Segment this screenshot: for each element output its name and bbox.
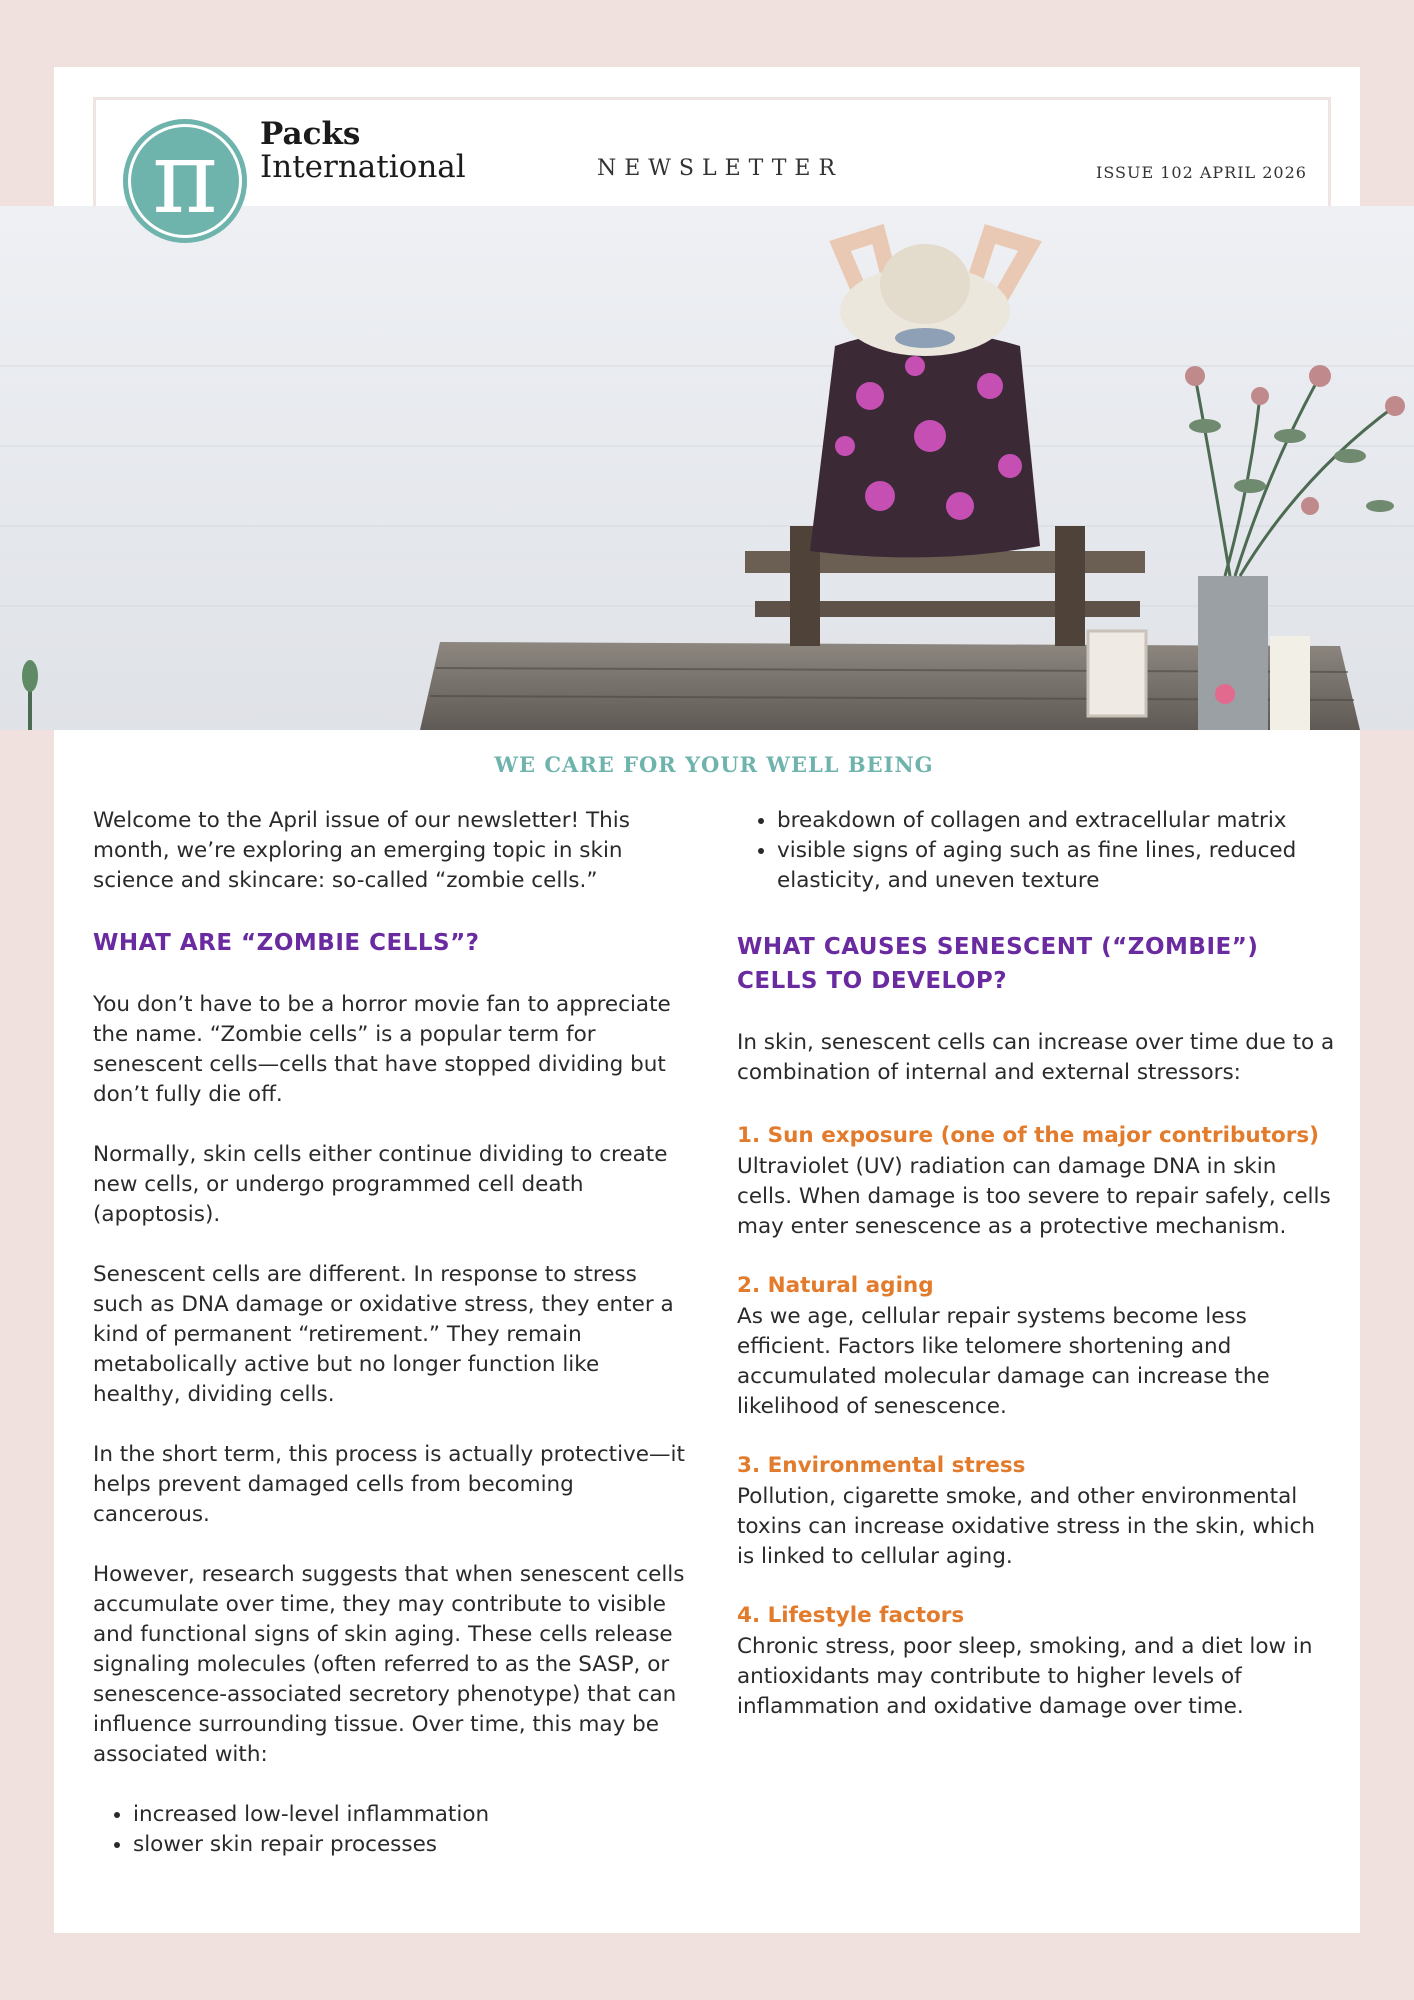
left-column (93, 806, 693, 1890)
list-item: • slower skin repair processes (133, 1830, 693, 1860)
body-paragraph: Senescent cells are different. In response to stress such as DNA damage or oxidative stress, they enter a kind of permanent “retirement.” They remain metabolically active but no longer function like healthy, dividing cells. (93, 1262, 674, 1407)
cause-title: 3. Environmental stress (737, 1453, 1026, 1478)
cause-item (737, 1270, 1337, 1422)
cause-title: 2. Natural aging (737, 1273, 934, 1298)
right-column (737, 806, 1337, 1750)
section-heading-causes: WHAT CAUSES SENESCENT (“ZOMBIE”) CELLS TO DEVELOP? (737, 934, 1259, 994)
pi-logo-icon: π (123, 119, 247, 243)
hero-photo (0, 206, 1414, 730)
newsletter-label: NEWSLETTER (597, 156, 844, 181)
issue-date: ISSUE 102 APRIL 2026 (1096, 163, 1307, 182)
intro-paragraph: Welcome to the April issue of our newsletter! This month, we’re exploring an emerging topic in skin science and skincare: so-called “zombie cells.” (93, 808, 630, 893)
cause-item (737, 1600, 1337, 1722)
cause-text: Pollution, cigarette smoke, and other environmental toxins can increase oxidative stress in the skin, which is linked to cellular aging. (737, 1484, 1315, 1569)
cause-title: 4. Lifestyle factors (737, 1603, 965, 1628)
tagline: WE CARE FOR YOUR WELL BEING (494, 752, 934, 777)
section-heading-zombie-cells: WHAT ARE “ZOMBIE CELLS”? (93, 930, 480, 956)
effects-list-continued (737, 806, 1337, 896)
cause-item (737, 1450, 1337, 1572)
list-item: • visible signs of aging such as fine lines, reduced elasticity, and uneven texture (777, 836, 1337, 896)
cause-text: Ultraviolet (UV) radiation can damage DNA in skin cells. When damage is too severe to repair safely, cells may enter senescence as a protective mechanism. (737, 1154, 1331, 1239)
effects-list (93, 1800, 693, 1860)
cause-title: 1. Sun exposure (one of the major contributors) (737, 1123, 1319, 1148)
flower-vase (1198, 576, 1268, 730)
brand-name-line2: International (260, 149, 466, 185)
brand-name-line1: Packs (260, 116, 361, 152)
cause-text: As we age, cellular repair systems become less efficient. Factors like telomere shortening and accumulated molecular damage can increase the likelihood of senescence. (737, 1304, 1270, 1419)
body-paragraph: In skin, senescent cells can increase over time due to a combination of internal and external stressors: (737, 1030, 1335, 1085)
list-item: • breakdown of collagen and extracellular matrix (777, 806, 1337, 836)
lantern (1088, 631, 1146, 716)
cause-text: Chronic stress, poor sleep, smoking, and a diet low in antioxidants may contribute to higher levels of inflammation and oxidative damage over time. (737, 1634, 1313, 1719)
body-paragraph: In the short term, this process is actually protective—it helps prevent damaged cells from becoming cancerous. (93, 1442, 685, 1527)
list-item: • increased low-level inflammation (133, 1800, 693, 1830)
body-paragraph: However, research suggests that when senescent cells accumulate over time, they may contribute to visible and functional signs of skin aging. These cells release signaling molecules (often referred to as the SASP, or senescence-associated secretory phenotype) that can influence surrounding tissue. Over time, this may be associated with: (93, 1562, 685, 1767)
body-paragraph: You don’t have to be a horror movie fan to appreciate the name. “Zombie cells” is a popular term for senescent cells—cells that have stopped dividing but don’t fully die off. (93, 992, 671, 1107)
cause-item (737, 1120, 1337, 1242)
body-paragraph: Normally, skin cells either continue dividing to create new cells, or undergo programmed cell death (apoptosis). (93, 1142, 668, 1227)
